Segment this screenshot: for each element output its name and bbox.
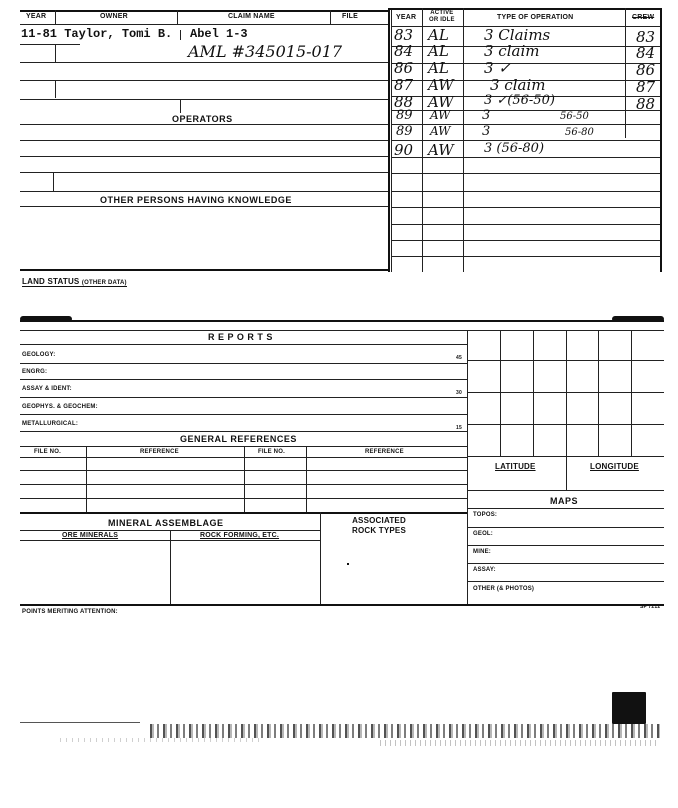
- reports-title: R E P O R T S: [208, 332, 273, 342]
- land-status-sub: (OTHER DATA): [81, 280, 127, 286]
- op-row-crew: 84: [636, 44, 656, 62]
- op-row-crew: 87: [636, 78, 656, 96]
- map-row-topos: TOPOS:: [473, 512, 498, 518]
- op-row-crew: 86: [636, 61, 656, 79]
- op-row-crew: 83: [636, 28, 656, 46]
- report-label-geology: GEOLOGY:: [22, 352, 56, 358]
- ref-header-reference: REFERENCE: [140, 449, 179, 455]
- op-row-status: AW: [428, 141, 454, 159]
- longitude-label: LONGITUDE: [590, 462, 639, 471]
- op-row-operation: 3 Claims: [484, 26, 551, 44]
- latitude-label: LATITUDE: [495, 462, 536, 471]
- map-row-assay: ASSAY:: [473, 567, 496, 573]
- right-header-crew: CREW: [632, 14, 655, 21]
- handwritten-claim-number: AML #345015-017: [188, 42, 343, 61]
- header-owner: OWNER: [100, 13, 128, 20]
- claim-entry: Abel 1-3: [190, 27, 248, 41]
- op-row-year: 86: [394, 59, 414, 77]
- op-row-operation: 3 ✓(56-50): [484, 93, 555, 108]
- right-header-type-of-operation: TYPE OF OPERATION: [497, 14, 574, 21]
- land-status-label: LAND STATUS: [22, 277, 80, 286]
- header-file: FILE: [342, 13, 358, 20]
- report-label-metallurgical: METALLURGICAL:: [22, 421, 79, 427]
- map-row-mine: MINE:: [473, 549, 491, 555]
- map-row-geol: GEOL:: [473, 531, 493, 537]
- op-row-status: AW: [428, 76, 454, 94]
- op-row-status: AL: [428, 26, 449, 44]
- report-num: 45: [456, 355, 462, 361]
- op-row-sub: 56-80: [565, 127, 594, 138]
- map-row-other: OTHER (& PHOTOS): [473, 586, 535, 592]
- op-row-operation: 3 claim: [484, 42, 540, 60]
- op-row-year: 90: [394, 141, 414, 159]
- report-num: 15: [456, 425, 462, 431]
- scan-dot: [347, 563, 349, 565]
- op-row-operation: 3 ✓: [484, 59, 511, 77]
- points-meriting-attention: POINTS MERITING ATTENTION:: [22, 609, 118, 615]
- op-row-sub: 56-50: [560, 111, 589, 122]
- op-row-year: 89: [396, 108, 413, 123]
- report-label-engrg: ENGRG:: [22, 369, 48, 375]
- header-year: YEAR: [26, 13, 47, 20]
- land-status: [22, 277, 127, 287]
- rock-forming-label: ROCK FORMING, ETC.: [200, 532, 280, 539]
- op-row-year: 89: [396, 124, 413, 139]
- report-num: 30: [456, 390, 462, 396]
- op-row-operation: 3 claim: [490, 76, 546, 94]
- op-row-operation: 3 (56-80): [484, 141, 545, 156]
- general-references-title: GENERAL REFERENCES: [180, 434, 297, 444]
- op-row-operation: 3: [482, 108, 491, 123]
- form-number: SF 7212: [640, 604, 661, 610]
- op-row-year: 88: [394, 93, 414, 111]
- right-header-active-idle: ACTIVE OR IDLE: [429, 10, 455, 23]
- ore-minerals-label: ORE MINERALS: [62, 532, 119, 539]
- op-row-year: 84: [394, 42, 414, 60]
- ref-header-reference-2: REFERENCE: [365, 449, 404, 455]
- op-row-status: AL: [428, 42, 449, 60]
- ref-header-file-no: FILE NO.: [34, 449, 61, 455]
- header-claim-name: CLAIM NAME: [228, 13, 275, 20]
- op-row-status: AW: [430, 108, 451, 122]
- report-label-geophys: GEOPHYS. & GEOCHEM:: [22, 404, 98, 410]
- ref-header-file-no-2: FILE NO.: [258, 449, 285, 455]
- report-label-assay: ASSAY & IDENT:: [22, 386, 72, 392]
- mineral-assemblage-title: MINERAL ASSEMBLAGE: [108, 518, 224, 528]
- op-row-crew: 88: [636, 95, 656, 113]
- op-row-status: AW: [430, 124, 451, 138]
- op-row-operation: 3: [482, 124, 491, 139]
- operators-label: OPERATORS: [172, 114, 233, 124]
- op-row-status: AW: [428, 93, 454, 111]
- op-row-year: 87: [394, 76, 414, 94]
- associated-rock-types: ASSOCIATED ROCK TYPES: [352, 516, 407, 535]
- other-persons-label: OTHER PERSONS HAVING KNOWLEDGE: [100, 195, 292, 205]
- owner-entry: 11-81 Taylor, Tomi B.: [21, 27, 173, 41]
- op-row-year: 83: [394, 26, 414, 44]
- right-header-year: YEAR: [396, 14, 417, 21]
- op-row-status: AL: [428, 59, 449, 77]
- maps-title: MAPS: [550, 496, 579, 506]
